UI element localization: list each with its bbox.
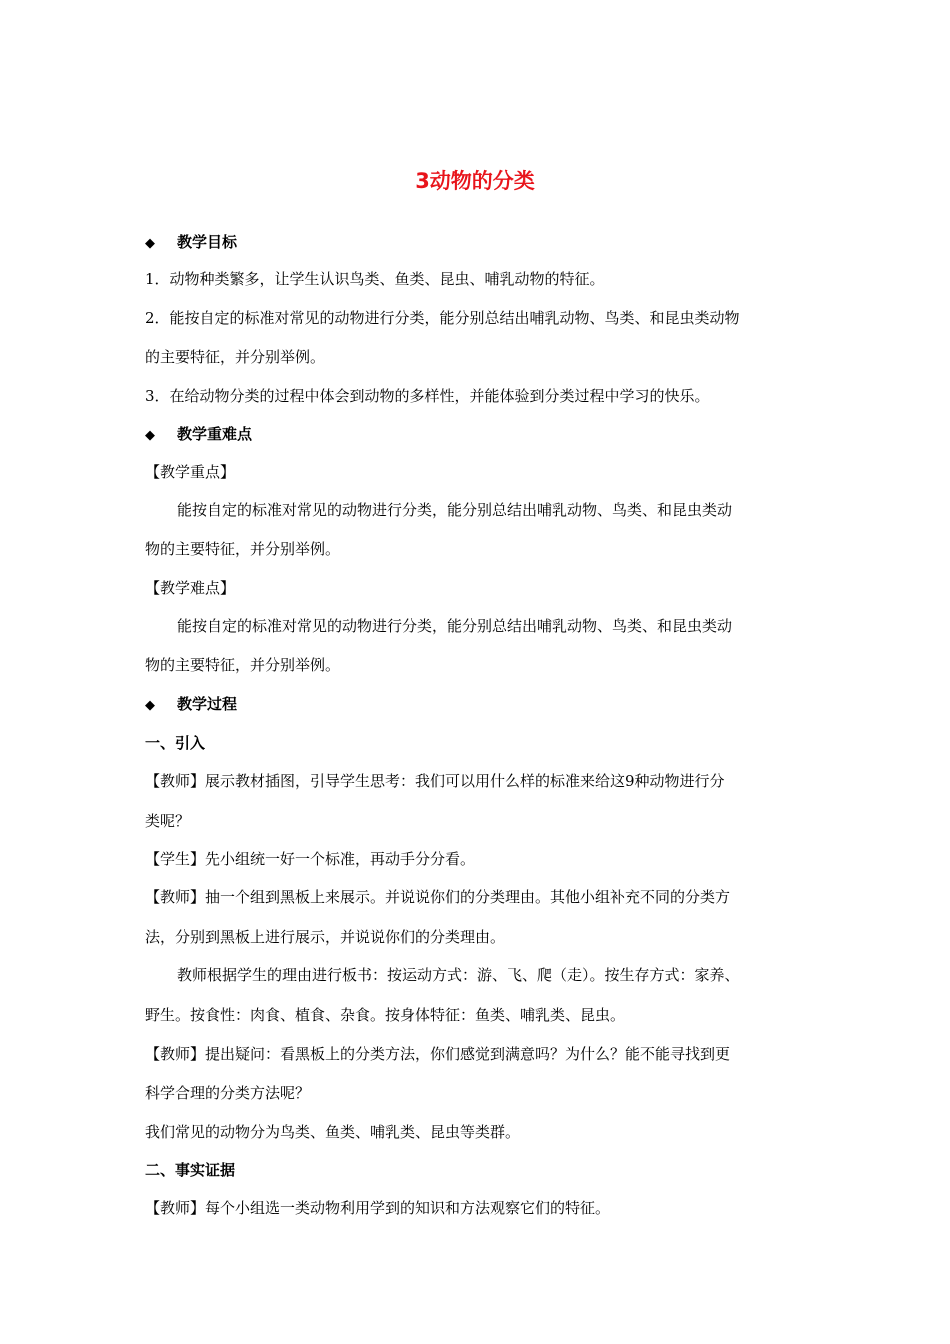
section-heading-objectives bbox=[145, 231, 825, 255]
paragraph: 法，分别到黑板上进行展示，并说说你们的分类理由。 bbox=[145, 928, 506, 946]
paragraph: 2．能按自定的标准对常见的动物进行分类，能分别总结出哺乳动物、鸟类、和昆虫类动物 bbox=[145, 309, 740, 327]
label-key-point: 【教学重点】 bbox=[145, 463, 236, 481]
diamond-bullet-icon: ◆ bbox=[145, 698, 155, 713]
section-heading-text: 教学目标 bbox=[177, 233, 238, 251]
section-heading-key-points bbox=[145, 423, 825, 447]
diamond-bullet-icon: ◆ bbox=[145, 236, 155, 251]
paragraph: 的主要特征，并分别举例。 bbox=[145, 348, 326, 366]
section-heading-process bbox=[145, 693, 825, 717]
paragraph: 【教师】抽一个组到黑板上来展示。并说说你们的分类理由。其他小组补充不同的分类方 bbox=[145, 888, 731, 906]
paragraph: 【教师】提出疑问：看黑板上的分类方法，你们感觉到满意吗？为什么？能不能寻找到更 bbox=[145, 1045, 731, 1063]
paragraph: 【学生】先小组统一好一个标准，再动手分分看。 bbox=[145, 850, 476, 868]
paragraph: 3．在给动物分类的过程中体会到动物的多样性，并能体验到分类过程中学习的快乐。 bbox=[145, 387, 710, 405]
section-heading-text: 教学重难点 bbox=[177, 425, 253, 443]
paragraph: 物的主要特征，并分别举例。 bbox=[145, 540, 341, 558]
subsection-heading-intro: 一、引入 bbox=[145, 734, 206, 752]
paragraph: 【教师】每个小组选一类动物利用学到的知识和方法观察它们的特征。 bbox=[145, 1199, 611, 1217]
paragraph: 野生。按食性：肉食、植食、杂食。按身体特征：鱼类、哺乳类、昆虫。 bbox=[145, 1006, 626, 1024]
paragraph: 能按自定的标准对常见的动物进行分类，能分别总结出哺乳动物、鸟类、和昆虫类动 bbox=[177, 617, 733, 635]
paragraph: 【教师】展示教材插图，引导学生思考：我们可以用什么样的标准来给这9种动物进行分 bbox=[145, 772, 725, 790]
diamond-bullet-icon: ◆ bbox=[145, 428, 155, 443]
paragraph: 物的主要特征，并分别举例。 bbox=[145, 656, 341, 674]
paragraph: 能按自定的标准对常见的动物进行分类，能分别总结出哺乳动物、鸟类、和昆虫类动 bbox=[177, 501, 733, 519]
section-heading-text: 教学过程 bbox=[177, 695, 238, 713]
paragraph: 教师根据学生的理由进行板书：按运动方式：游、飞、爬（走）。按生存方式：家养、 bbox=[177, 966, 740, 984]
label-difficult-point: 【教学难点】 bbox=[145, 579, 236, 597]
paragraph: 科学合理的分类方法呢？ bbox=[145, 1084, 311, 1102]
document-title: 3动物的分类 bbox=[415, 169, 535, 193]
paragraph: 类呢？ bbox=[145, 812, 191, 830]
subsection-heading-facts: 二、事实证据 bbox=[145, 1161, 236, 1179]
paragraph: 1．动物种类繁多，让学生认识鸟类、鱼类、昆虫、哺乳动物的特征。 bbox=[145, 270, 605, 288]
paragraph: 我们常见的动物分为鸟类、鱼类、哺乳类、昆虫等类群。 bbox=[145, 1123, 521, 1141]
